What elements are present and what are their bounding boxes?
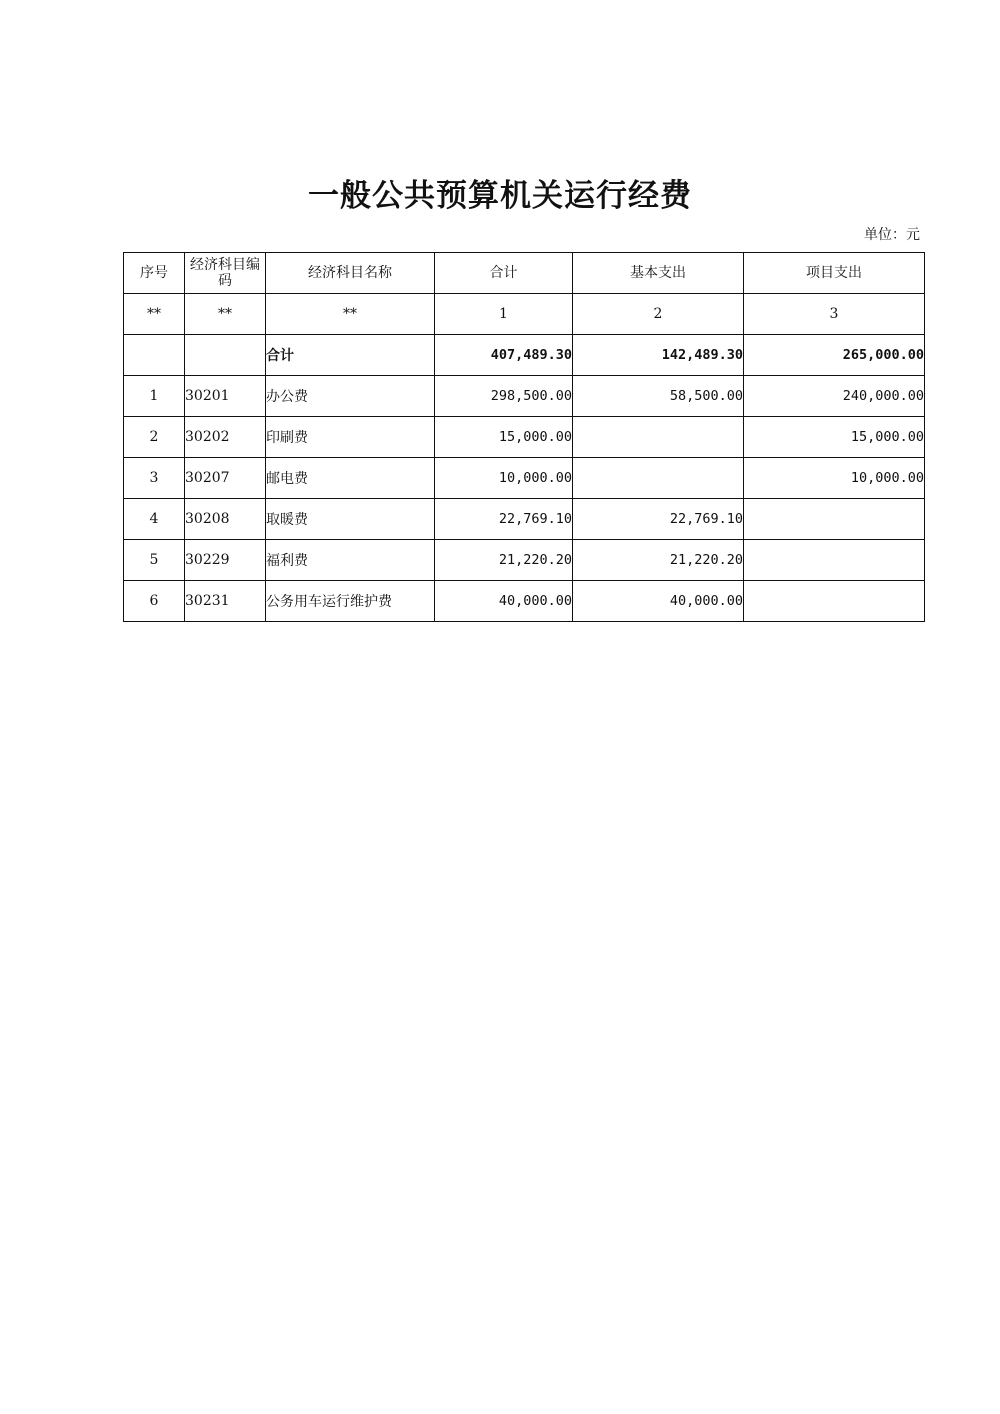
- row-basic: 22,769.10: [573, 499, 744, 540]
- row-seq: 3: [124, 458, 185, 499]
- header-basic: 基本支出: [573, 253, 744, 294]
- row-code: 30208: [185, 499, 266, 540]
- total-name: 合计: [266, 335, 435, 376]
- row-name: 邮电费: [266, 458, 435, 499]
- total-basic: 142,489.30: [573, 335, 744, 376]
- row-project: [744, 499, 925, 540]
- row-total: 298,500.00: [435, 376, 573, 417]
- row-seq: 6: [124, 581, 185, 622]
- header-row: [124, 253, 925, 294]
- row-basic: 40,000.00: [573, 581, 744, 622]
- row-basic: 21,220.20: [573, 540, 744, 581]
- header-seq: 序号: [124, 253, 185, 294]
- total-project: 265,000.00: [744, 335, 925, 376]
- row-seq: 1: [124, 376, 185, 417]
- index-basic: 2: [573, 294, 744, 335]
- budget-table: [123, 252, 925, 622]
- table-row: [124, 376, 925, 417]
- row-code: 30231: [185, 581, 266, 622]
- row-seq: 2: [124, 417, 185, 458]
- row-name: 取暖费: [266, 499, 435, 540]
- index-name: **: [266, 294, 435, 335]
- table-row: [124, 581, 925, 622]
- header-name: 经济科目名称: [266, 253, 435, 294]
- row-basic: 58,500.00: [573, 376, 744, 417]
- row-total: 22,769.10: [435, 499, 573, 540]
- row-project: 240,000.00: [744, 376, 925, 417]
- row-code: 30229: [185, 540, 266, 581]
- row-seq: 5: [124, 540, 185, 581]
- row-basic: [573, 458, 744, 499]
- total-seq: [124, 335, 185, 376]
- row-total: 10,000.00: [435, 458, 573, 499]
- header-code: 经济科目编码: [185, 253, 266, 294]
- header-total: 合计: [435, 253, 573, 294]
- row-name: 福利费: [266, 540, 435, 581]
- table-row: [124, 540, 925, 581]
- page-title: 一般公共预算机关运行经费: [308, 178, 692, 214]
- row-code: 30207: [185, 458, 266, 499]
- total-row: [124, 335, 925, 376]
- row-basic: [573, 417, 744, 458]
- table-row: [124, 417, 925, 458]
- table-row: [124, 458, 925, 499]
- row-seq: 4: [124, 499, 185, 540]
- index-row: [124, 294, 925, 335]
- row-total: 40,000.00: [435, 581, 573, 622]
- row-total: 15,000.00: [435, 417, 573, 458]
- row-name: 办公费: [266, 376, 435, 417]
- index-total: 1: [435, 294, 573, 335]
- row-total: 21,220.20: [435, 540, 573, 581]
- index-code: **: [185, 294, 266, 335]
- header-project: 项目支出: [744, 253, 925, 294]
- row-name: 印刷费: [266, 417, 435, 458]
- index-project: 3: [744, 294, 925, 335]
- row-name: 公务用车运行维护费: [266, 581, 435, 622]
- row-project: 10,000.00: [744, 458, 925, 499]
- row-project: [744, 581, 925, 622]
- row-code: 30201: [185, 376, 266, 417]
- row-code: 30202: [185, 417, 266, 458]
- total-code: [185, 335, 266, 376]
- row-project: 15,000.00: [744, 417, 925, 458]
- index-seq: **: [124, 294, 185, 335]
- total-total: 407,489.30: [435, 335, 573, 376]
- row-project: [744, 540, 925, 581]
- table-row: [124, 499, 925, 540]
- unit-label: 单位：元: [864, 227, 920, 243]
